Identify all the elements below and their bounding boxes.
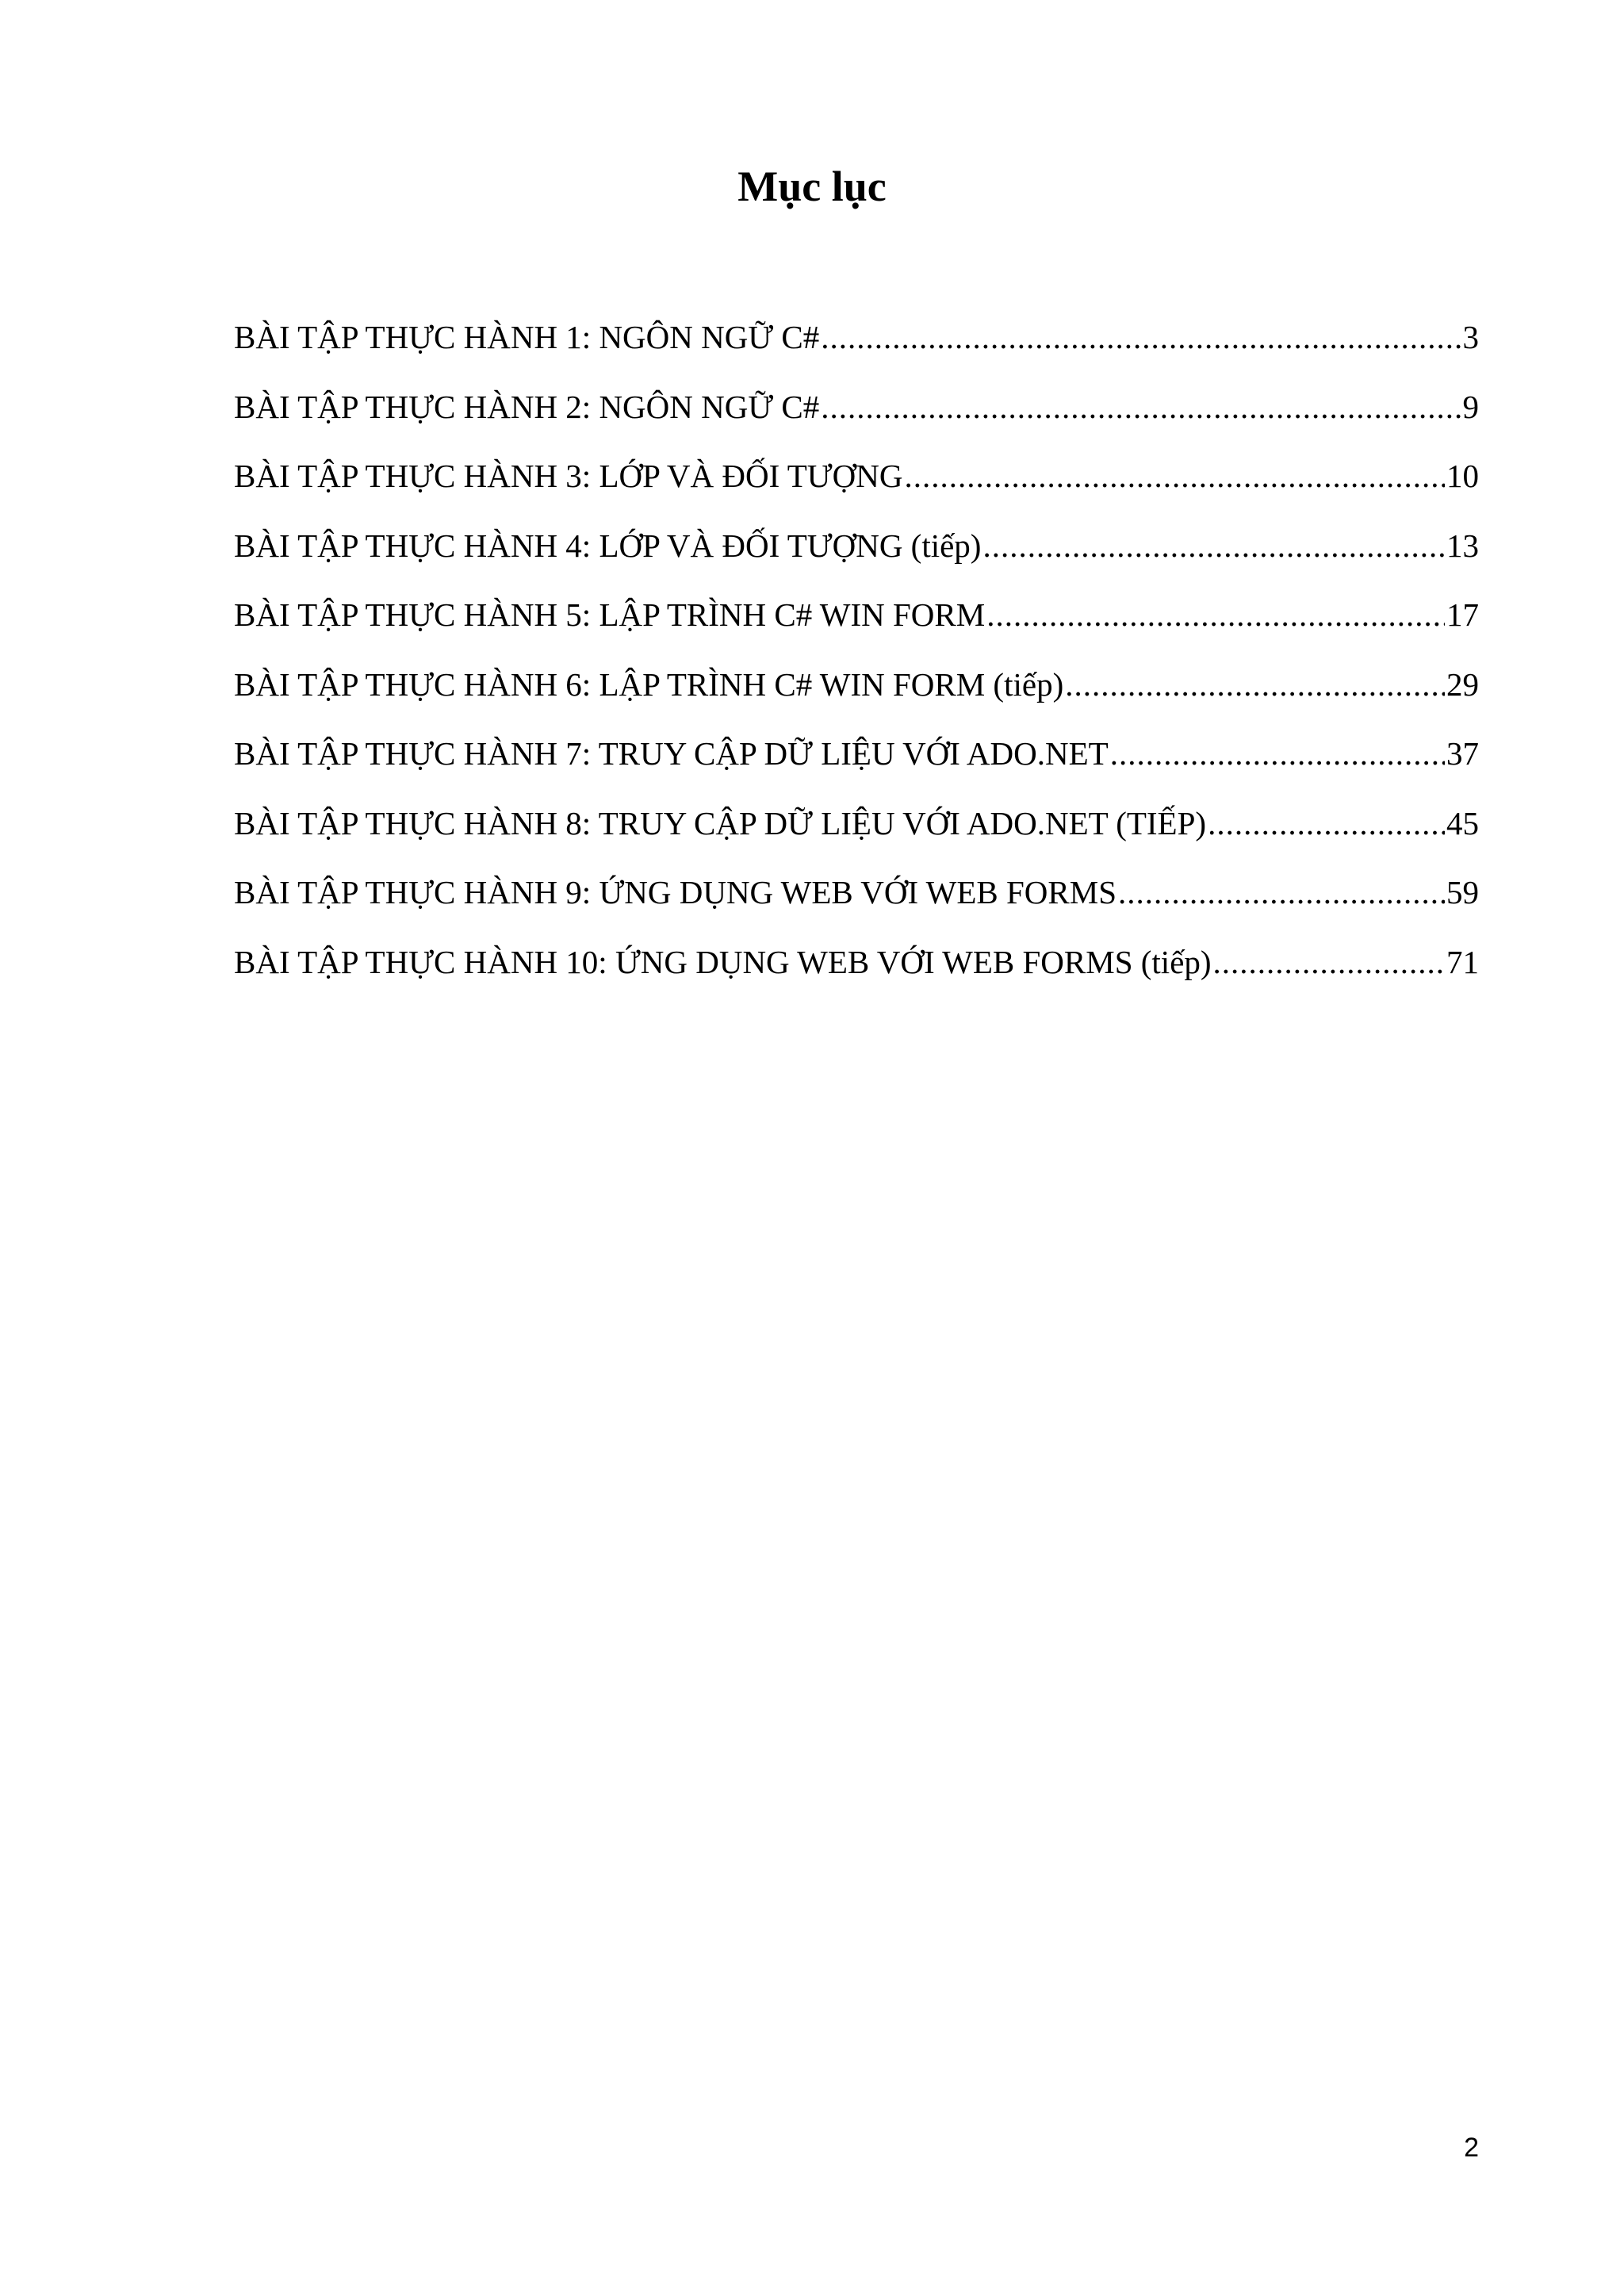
page-number: 2 — [1464, 2133, 1479, 2163]
toc-entry-page: 45 — [1446, 804, 1479, 841]
toc-dot-leader — [821, 383, 1461, 431]
toc-dot-leader — [1110, 730, 1445, 777]
toc-entry-page: 29 — [1446, 665, 1479, 703]
toc-dot-leader — [904, 452, 1445, 500]
toc-dot-leader — [1118, 868, 1445, 916]
toc-entry[interactable] — [234, 591, 1479, 661]
toc-dot-leader — [982, 522, 1445, 569]
toc-entry-page: 3 — [1462, 319, 1479, 355]
toc-entry[interactable] — [234, 313, 1479, 383]
toc-dot-leader — [1213, 938, 1445, 986]
toc-entry-page: 13 — [1446, 527, 1479, 564]
toc-entry[interactable] — [234, 730, 1479, 799]
page-title: Mục lục — [737, 163, 887, 210]
toc-entry[interactable] — [234, 938, 1479, 1008]
toc-entry[interactable] — [234, 452, 1479, 522]
toc-dot-leader — [1208, 799, 1445, 847]
toc-entry-title: BÀI TẬP THỰC HÀNH 5: LẬP TRÌNH C# WIN FORM — [234, 596, 986, 633]
toc-entry-title: BÀI TẬP THỰC HÀNH 1: NGÔN NGỮ C# — [234, 319, 820, 355]
toc-entry-page: 71 — [1446, 943, 1479, 980]
toc-entry[interactable] — [234, 868, 1479, 938]
toc-entry[interactable] — [234, 383, 1479, 453]
toc-entry-title: BÀI TẬP THỰC HÀNH 3: LỚP VÀ ĐỐI TƯỢNG — [234, 458, 903, 494]
toc-entry-title: BÀI TẬP THỰC HÀNH 10: ỨNG DỤNG WEB VỚI WEB FORMS (tiếp) — [234, 943, 1212, 980]
toc-dot-leader — [1065, 661, 1445, 708]
toc-entry[interactable] — [234, 522, 1479, 592]
toc-entry-title: BÀI TẬP THỰC HÀNH 7: TRUY CẬP DỮ LIỆU VỚI ADO.NET — [234, 735, 1109, 772]
toc-entry-title: BÀI TẬP THỰC HÀNH 8: TRUY CẬP DỮ LIỆU VỚI ADO.NET (TIẾP) — [234, 804, 1207, 841]
toc-entry-page: 10 — [1446, 458, 1479, 494]
toc-entry-title: BÀI TẬP THỰC HÀNH 9: ỨNG DỤNG WEB VỚI WEB FORMS — [234, 874, 1117, 910]
toc-entry-title: BÀI TẬP THỰC HÀNH 4: LỚP VÀ ĐỐI TƯỢNG (tiếp) — [234, 527, 982, 564]
toc-dot-leader — [821, 313, 1461, 361]
toc-entry[interactable] — [234, 661, 1479, 730]
toc-entry-page: 9 — [1462, 388, 1479, 425]
toc-entry-page: 37 — [1446, 735, 1479, 772]
toc-entry-page: 17 — [1446, 596, 1479, 633]
table-of-contents — [234, 313, 1479, 1007]
toc-entry-page: 59 — [1446, 874, 1479, 910]
toc-entry[interactable] — [234, 799, 1479, 869]
toc-entry-title: BÀI TẬP THỰC HÀNH 2: NGÔN NGỮ C# — [234, 388, 820, 425]
toc-dot-leader — [986, 591, 1445, 638]
toc-entry-title: BÀI TẬP THỰC HÀNH 6: LẬP TRÌNH C# WIN FORM (tiếp) — [234, 665, 1064, 703]
